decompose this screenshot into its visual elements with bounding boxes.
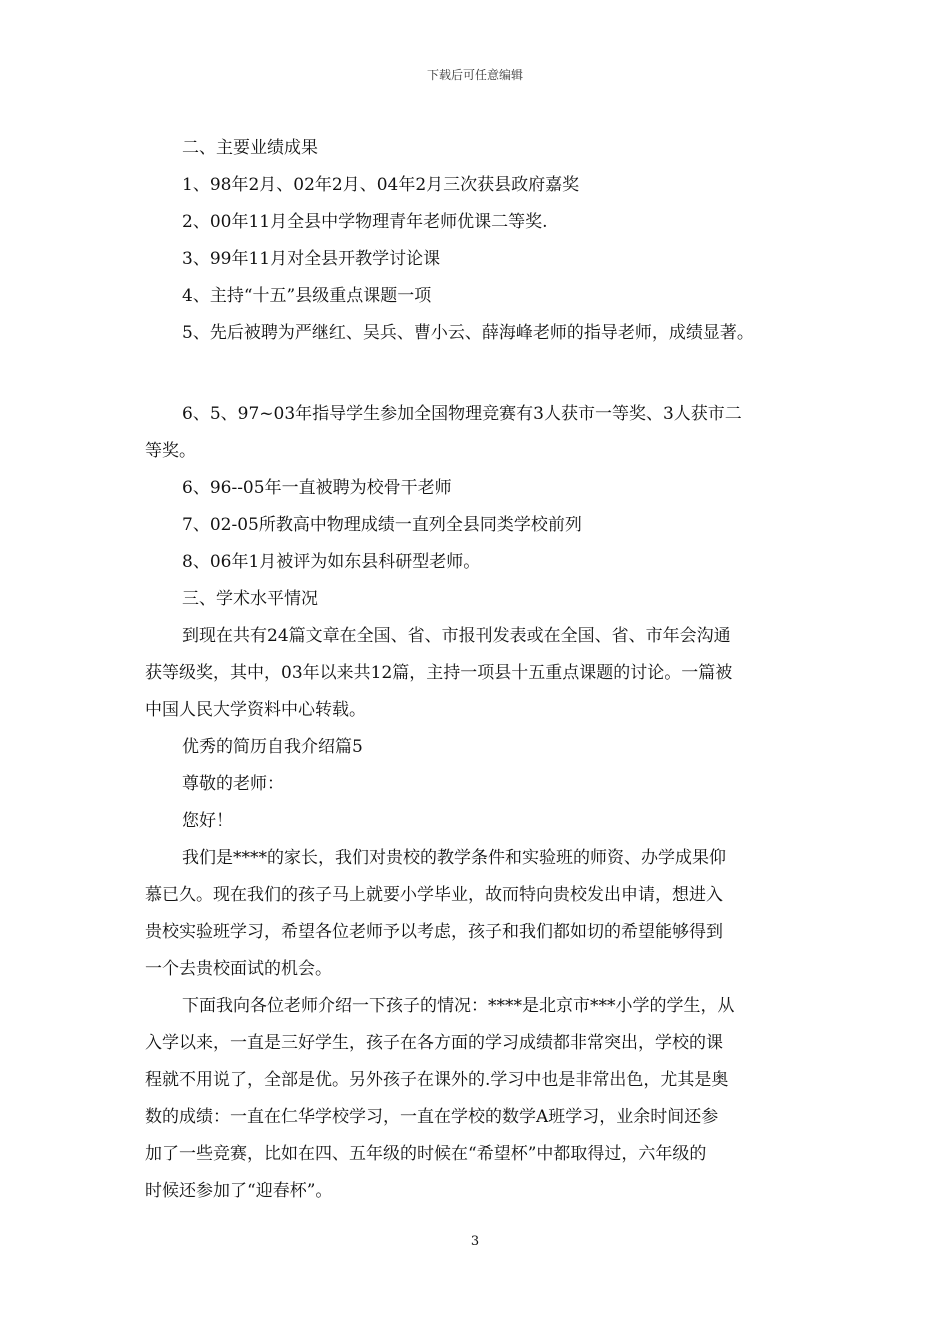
list-item: 8、06年1月被评为如东县科研型老师。 <box>182 552 481 572</box>
list-item: 2、00年11月全县中学物理青年老师优课二等奖. <box>182 212 548 232</box>
paragraph-line: 数的成绩：一直在仁华学校学习，一直在学校的数学A班学习，业余时间还参 <box>145 1107 719 1127</box>
paragraph-line: 加了一些竞赛，比如在四、五年级的时候在“希望杯”中都取得过，六年级的 <box>145 1144 707 1164</box>
paragraph-line: 入学以来，一直是三好学生，孩子在各方面的学习成绩都非常突出，学校的课 <box>145 1033 723 1053</box>
list-item-continuation: 等奖。 <box>145 441 196 461</box>
list-item: 4、主持“十五”县级重点课题一项 <box>182 286 432 306</box>
list-item: 7、02-05所教高中物理成绩一直列全县同类学校前列 <box>182 515 582 535</box>
paragraph-line: 慕已久。现在我们的孩子马上就要小学毕业，故而特向贵校发出申请，想进入 <box>145 885 723 905</box>
paragraph-line: 到现在共有24篇文章在全国、省、市报刊发表或在全国、省、市年会沟通 <box>182 626 731 646</box>
section-heading: 三、学术水平情况 <box>182 589 318 609</box>
paragraph-line: 下面我向各位老师介绍一下孩子的情况：****是北京市***小学的学生，从 <box>182 996 735 1016</box>
letter-greeting: 您好！ <box>182 811 233 831</box>
paragraph-gap <box>145 352 810 396</box>
paragraph-line: 我们是****的家长，我们对贵校的教学条件和实验班的师资、办学成果仰 <box>182 848 726 868</box>
list-item: 5、先后被聘为严继红、吴兵、曹小云、薛海峰老师的指导老师，成绩显著。 <box>182 323 754 343</box>
list-item: 3、99年11月对全县开教学讨论课 <box>182 249 441 269</box>
list-item: 6、96--05年一直被聘为校骨干老师 <box>182 478 452 498</box>
paragraph-line: 中国人民大学资料中心转载。 <box>145 700 366 720</box>
list-item: 6、5、97~03年指导学生参加全国物理竞赛有3人获市一等奖、3人获市二 <box>182 404 742 424</box>
page-number: 3 <box>470 1234 480 1249</box>
letter-title: 优秀的简历自我介绍篇5 <box>182 737 363 757</box>
section-heading: 二、主要业绩成果 <box>182 138 318 158</box>
paragraph-line: 一个去贵校面试的机会。 <box>145 959 332 979</box>
paragraph-line: 程就不用说了，全部是优。另外孩子在课外的.学习中也是非常出色，尤其是奥 <box>145 1070 729 1090</box>
list-item: 1、98年2月、02年2月、04年2月三次获县政府嘉奖 <box>182 175 580 195</box>
paragraph-line: 获等级奖，其中，03年以来共12篇，主持一项县十五重点课题的讨论。一篇被 <box>145 663 733 683</box>
letter-salutation: 尊敬的老师： <box>182 774 284 794</box>
document-body <box>145 130 810 1210</box>
page-header: 下载后可任意编辑 <box>426 68 523 82</box>
paragraph-line: 贵校实验班学习，希望各位老师予以考虑，孩子和我们都如切的希望能够得到 <box>145 922 723 942</box>
paragraph-line: 时候还参加了“迎春杯”。 <box>145 1181 333 1201</box>
